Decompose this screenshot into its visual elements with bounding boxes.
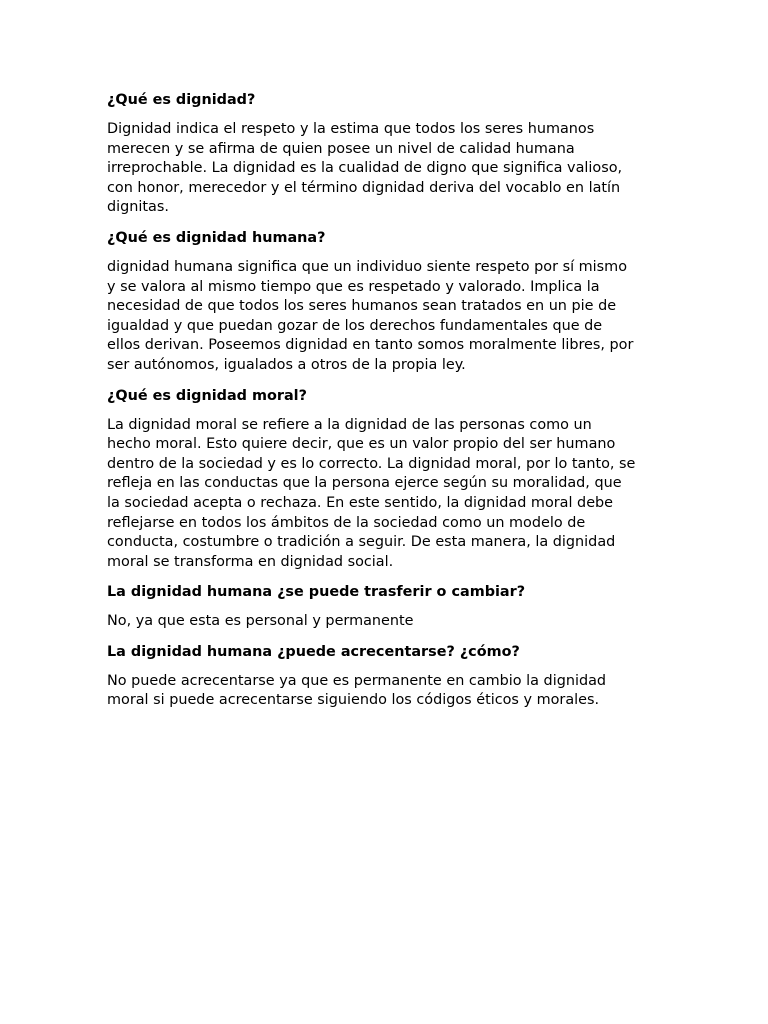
section-heading: La dignidad humana ¿puede acrecentarse? ¿cómo? [107,643,520,660]
section-dignidad-moral [107,386,667,573]
section-heading: La dignidad humana ¿se puede trasferir o cambiar? [107,584,526,601]
section-body: La dignidad moral se refiere a la dignidad de las personas como un hecho moral. Esto quiere decir, que es un valor propio del ser humano dentro de la sociedad y es lo correcto. La dignidad moral, por lo tanto, se refleja en las conductas que la persona ejerce según su moralidad, que la sociedad acepta o rechaza. En este sentido, la dignidad moral debe reflejarse en todos los ámbitos de la sociedad como un modelo de conducta, costumbre o tradición a seguir. De esta manera, la dignidad moral se transforma en dignidad social. [107,416,636,570]
section-heading: ¿Qué es dignidad humana? [107,229,326,246]
section-body: No, ya que esta es personal y permanente [107,613,414,630]
section-acrecentarse [107,642,667,711]
section-heading: ¿Qué es dignidad moral? [107,387,307,404]
document-page [107,90,667,721]
section-que-es-dignidad [107,90,667,218]
section-dignidad-humana [107,228,667,376]
section-heading: ¿Qué es dignidad? [107,92,256,108]
section-body: No puede acrecentarse ya que es permanente en cambio la dignidad moral si puede acrecentarse siguiendo los códigos éticos y morales. [107,672,607,709]
section-body: dignidad humana significa que un individuo siente respeto por sí mismo y se valora al mismo tiempo que es respetado y valorado. Implica la necesidad de que todos los seres humanos sean tratados en un pie de igualdad y que puedan gozar de los derechos fundamentales que de ellos derivan. Poseemos dignidad en tanto somos moralmente libres, por ser autónomos, igualados a otros de la propia ley. [107,258,634,373]
section-trasferir-cambiar [107,582,667,632]
section-body: Dignidad indica el respeto y la estima que todos los seres humanos merecen y se afirma de quien posee un nivel de calidad humana irreprochable. La dignidad es la cualidad de digno que significa valioso, con honor, merecedor y el término dignidad deriva del vocablo en latín dignitas. [107,121,623,216]
